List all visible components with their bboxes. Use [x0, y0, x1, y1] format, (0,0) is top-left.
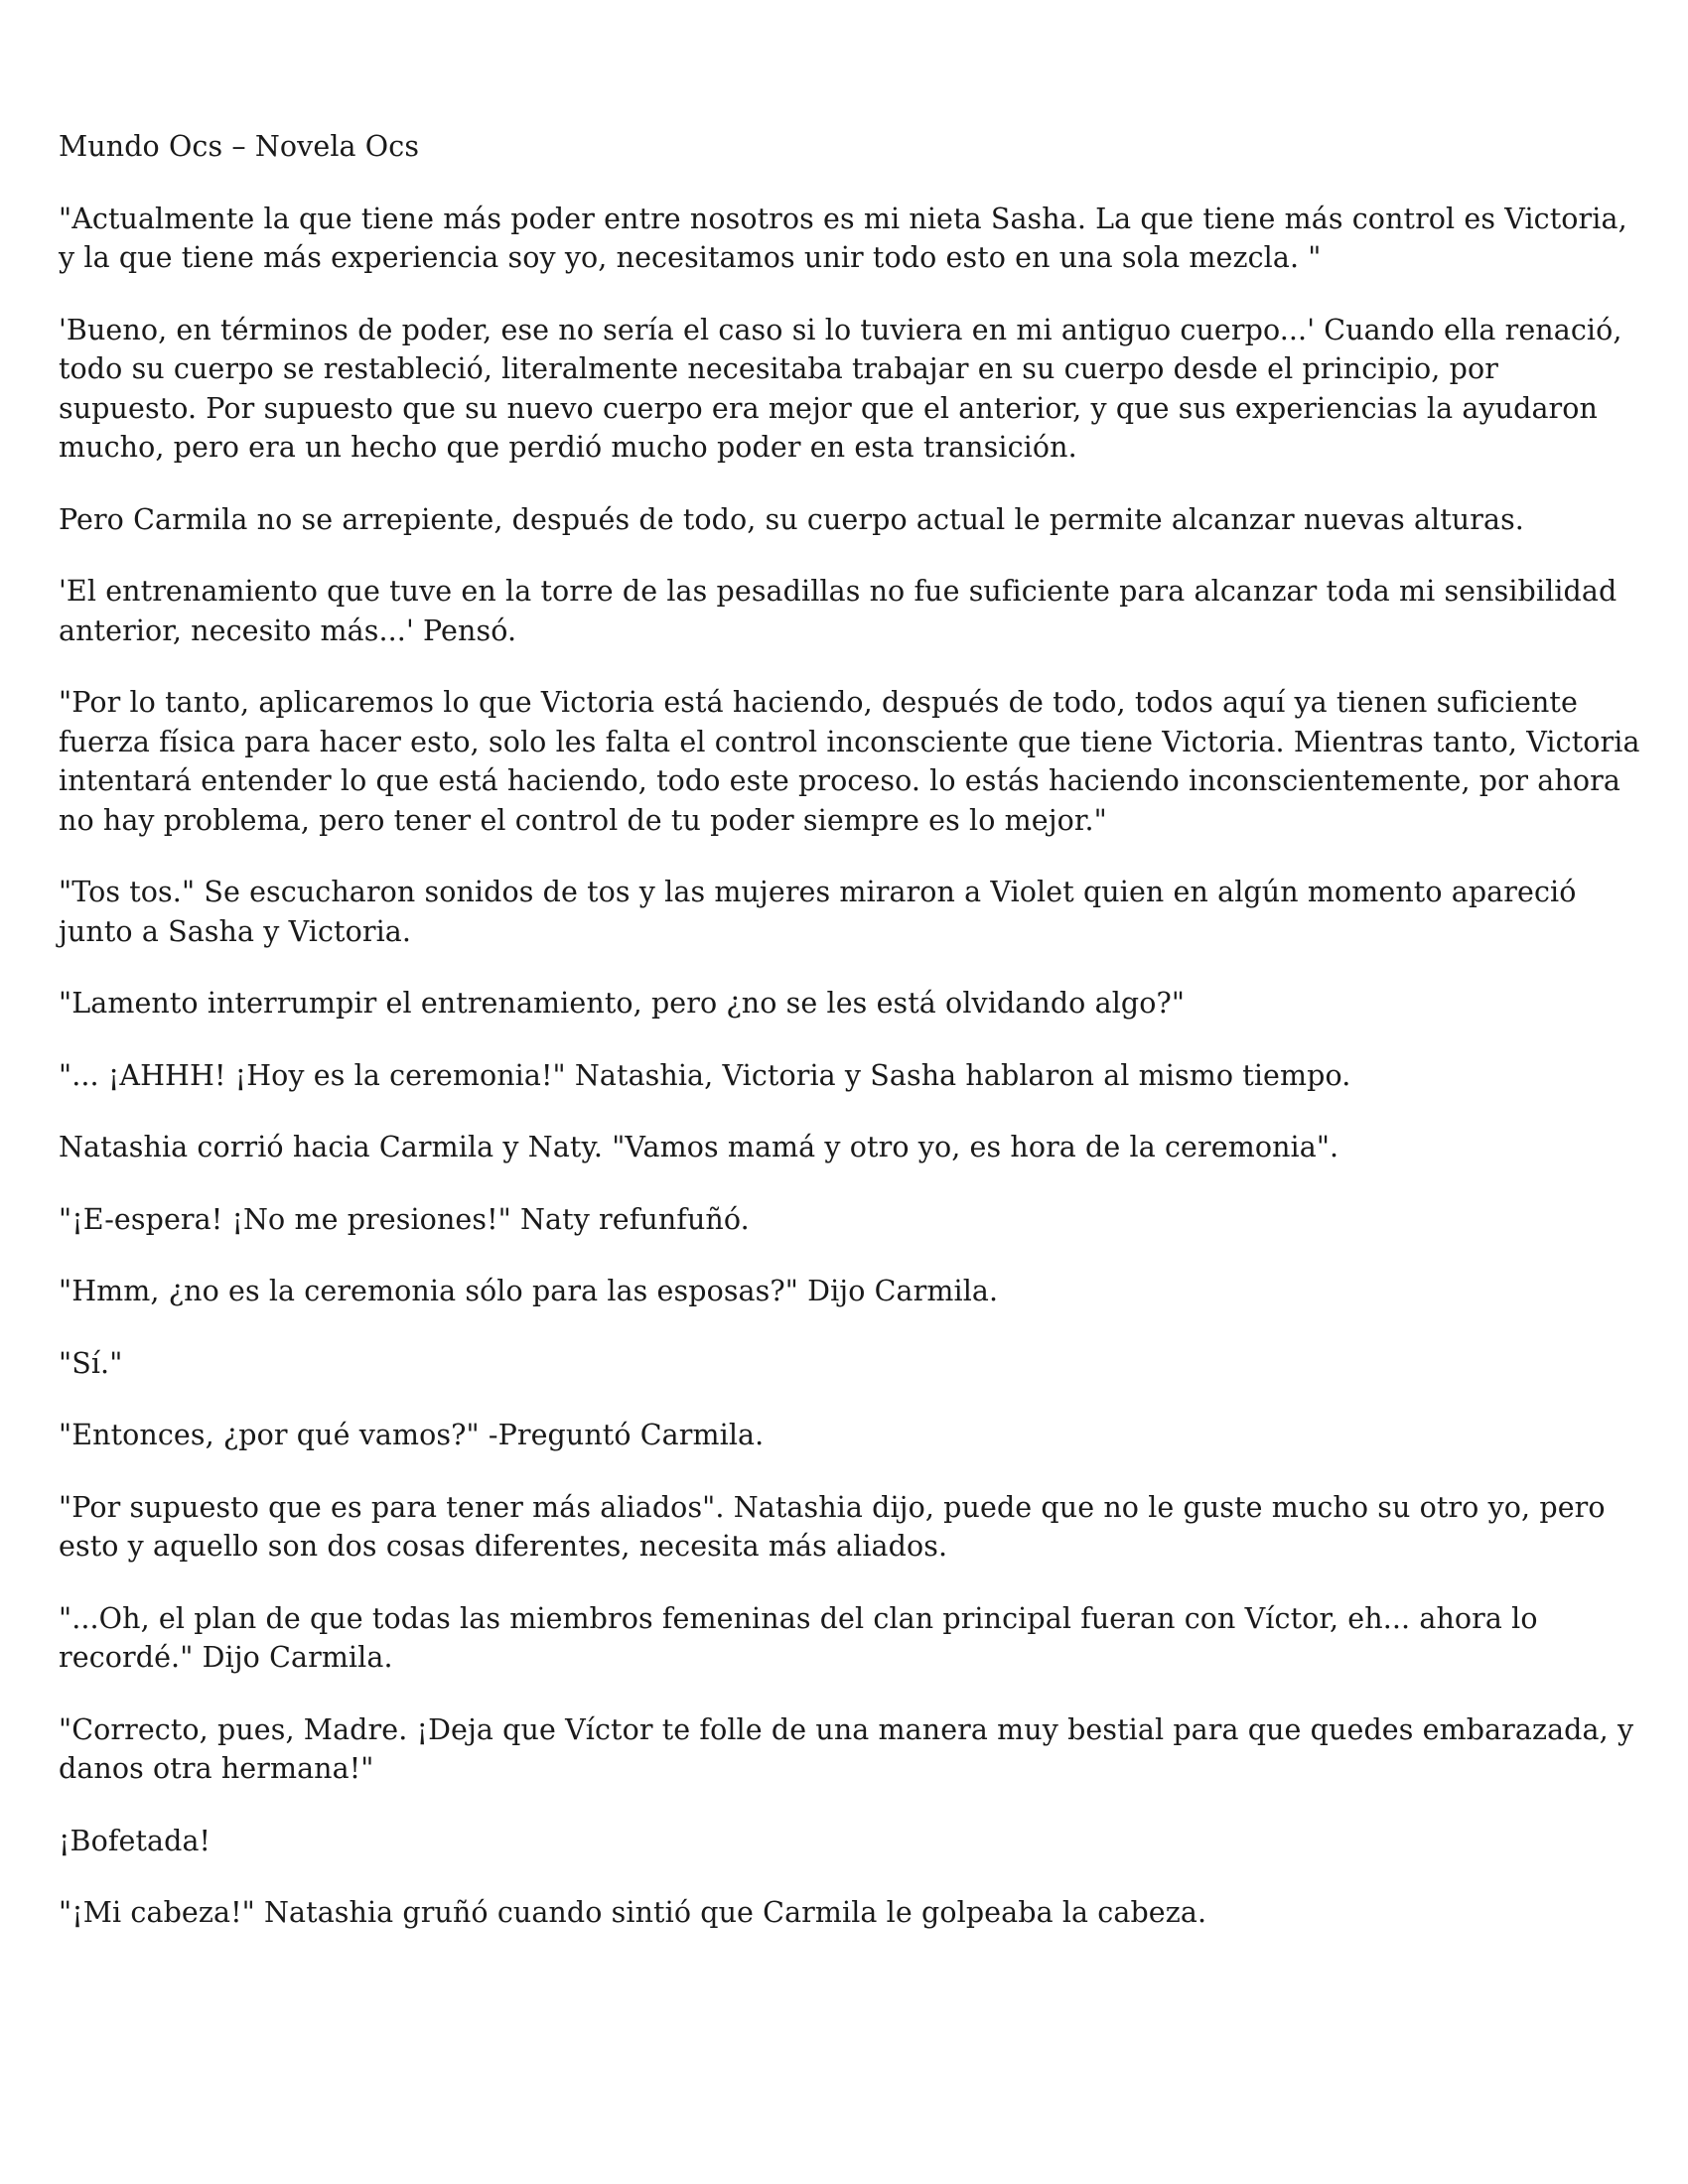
paragraph-8: "... ¡AHHH! ¡Hoy es la ceremonia!" Natashia, Victoria y Sasha hablaron al mismo tiempo.: [59, 1058, 1351, 1092]
paragraph-11: "Hmm, ¿no es la ceremonia sólo para las esposas?" Dijo Carmila.: [59, 1275, 999, 1307]
paragraph-9: Natashia corrió hacia Carmila y Naty. "Vamos mamá y otro yo, es hora de la ceremonia".: [59, 1131, 1339, 1163]
paragraph-14: "Por supuesto que es para tener más aliados". Natashia dijo, puede que no le guste mucho su otro yo, pero esto y aquello son dos cosas diferentes, necesita más aliados.: [59, 1490, 1615, 1563]
paragraph-7: "Lamento interrumpir el entrenamiento, pero ¿no se les está olvidando algo?": [59, 987, 1186, 1020]
paragraph-13: "Entonces, ¿por qué vamos?" -Preguntó Carmila.: [59, 1419, 765, 1451]
paragraph-16: "Correcto, pues, Madre. ¡Deja que Víctor te folle de una manera muy bestial para que quedes embarazada, y danos otra hermana!": [59, 1712, 1643, 1785]
paragraph-1: "Actualmente la que tiene más poder entre nosotros es mi nieta Sasha. La que tiene más control es Victoria, y la que tiene más experiencia soy yo, necesitamos unir todo esto en una sola mezcla. ": [59, 202, 1636, 274]
paragraph-4: 'El entrenamiento que tuve en la torre de las pesadillas no fue suficiente para alcanzar toda mi sensibilidad anterior, necesito más...' Pensó.: [59, 575, 1626, 647]
paragraph-18: "¡Mi cabeza!" Natashia gruñó cuando sintió que Carmila le golpeaba la cabeza.: [59, 1896, 1207, 1929]
document-header: Mundo Ocs – Novela Ocs: [59, 130, 420, 163]
paragraph-3: Pero Carmila no se arrepiente, después de todo, su cuerpo actual le permite alcanzar nuevas alturas.: [59, 502, 1524, 536]
paragraph-17: ¡Bofetada!: [59, 1824, 211, 1857]
paragraph-15: "...Oh, el plan de que todas las miembros femeninas del clan principal fueran con Víctor, eh... ahora lo recordé." Dijo Carmila.: [59, 1601, 1547, 1674]
paragraph-10: "¡E-espera! ¡No me presiones!" Naty refunfuñó.: [59, 1202, 750, 1236]
paragraph-12: "Sí.": [59, 1346, 123, 1380]
paragraph-6: "Tos tos." Se escucharon sonidos de tos y las mujeres miraron a Violet quien en algún momento apareció junto a Sasha y Victoria.: [59, 876, 1586, 948]
paragraph-2: 'Bueno, en términos de poder, ese no sería el caso si lo tuviera en mi antiguo cuerpo...' Cuando ella renació, todo su cuerpo se restableció, literalmente necesitaba trabajar en su cuerpo desde el principio, por supuesto. Por supuesto que su nuevo cuerpo era mejor que el anterior, y que sus experiencias la ayudaron mucho, pero era un hecho que perdió mucho poder en esta transición.: [59, 313, 1631, 464]
document-body: [59, 127, 1649, 1966]
paragraph-5: "Por lo tanto, aplicaremos lo que Victoria está haciendo, después de todo, todos aquí ya tienen suficiente fuerza física para hacer esto, solo les falta el control inconsciente que tiene Victoria. Mientras tanto, Victoria intentará entender lo que está haciendo, todo este proceso. lo estás haciendo inconscientemente, por ahora no hay problema, pero tener el control de tu poder siempre es lo mejor.": [59, 686, 1649, 837]
